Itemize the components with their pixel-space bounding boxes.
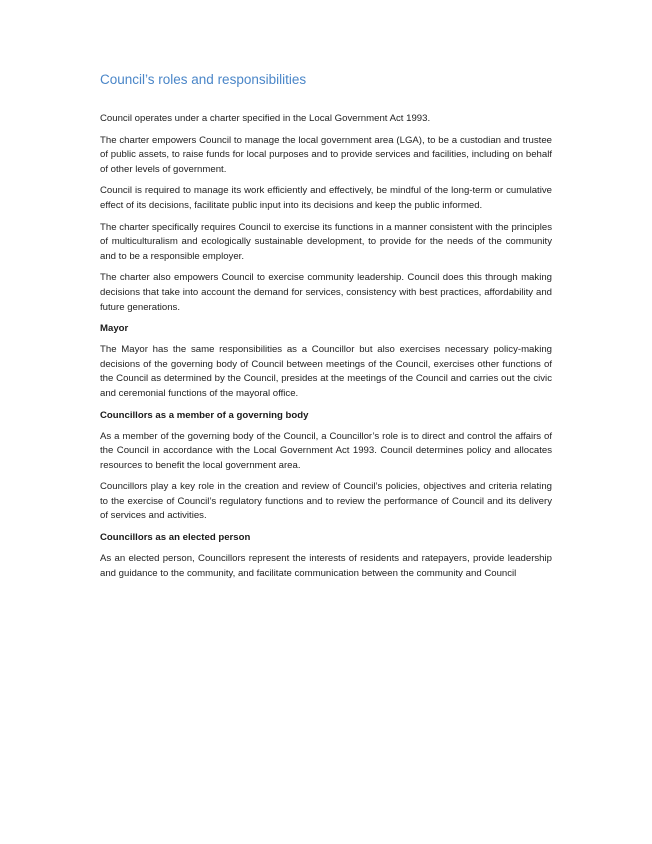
document-content [100, 72, 552, 588]
intro-paragraph-5: The charter also empowers Council to exercise community leadership. Council does this through making decisions that take into account the demand for services, consistency with best practices, affordability and future generations. [100, 272, 552, 313]
elected-person-heading: Councillors as an elected person [100, 532, 251, 544]
governing-body-heading: Councillors as a member of a governing body [100, 409, 309, 421]
page-title: Council’s roles and responsibilities [100, 72, 307, 87]
governing-body-paragraph-2: Councillors play a key role in the creation and review of Council’s policies, objectives and criteria relating to the exercise of Council’s regulatory functions and to review the performance of Council and its delivery of services and activities. [100, 481, 552, 522]
mayor-paragraph: The Mayor has the same responsibilities as a Councillor but also exercises necessary policy-making decisions of the governing body of Council between meetings of the Council, exercises other functions of the Council as determined by the Council, presides at the meetings of the Council and carries out the civic and ceremonial functions of the mayoral office. [100, 344, 552, 399]
intro-paragraph-3: Council is required to manage its work efficiently and effectively, be mindful of the long-term or cumulative effect of its decisions, facilitate public input into its decisions and keep the public informed. [100, 185, 552, 211]
intro-paragraph-4: The charter specifically requires Council to exercise its functions in a manner consistent with the principles of multiculturalism and ecologically sustainable development, to provide for the needs of the community and to be a responsible employer. [100, 221, 552, 262]
mayor-heading: Mayor [100, 323, 129, 335]
intro-paragraph-2: The charter empowers Council to manage the local government area (LGA), to be a custodian and trustee of public assets, to raise funds for local purposes and to provide services and facilities, including on behalf of other levels of government. [100, 134, 552, 175]
intro-paragraph-1: Council operates under a charter specified in the Local Government Act 1993. [100, 113, 431, 124]
elected-person-paragraph: As an elected person, Councillors represent the interests of residents and ratepayers, provide leadership and guidance to the community, and facilitate communication between the community and Council [100, 553, 552, 579]
governing-body-paragraph-1: As a member of the governing body of the Council, a Councillor’s role is to direct and control the affairs of the Council in accordance with the Local Government Act 1993. Council determines policy and allocates resources to benefit the local government area. [100, 430, 552, 471]
